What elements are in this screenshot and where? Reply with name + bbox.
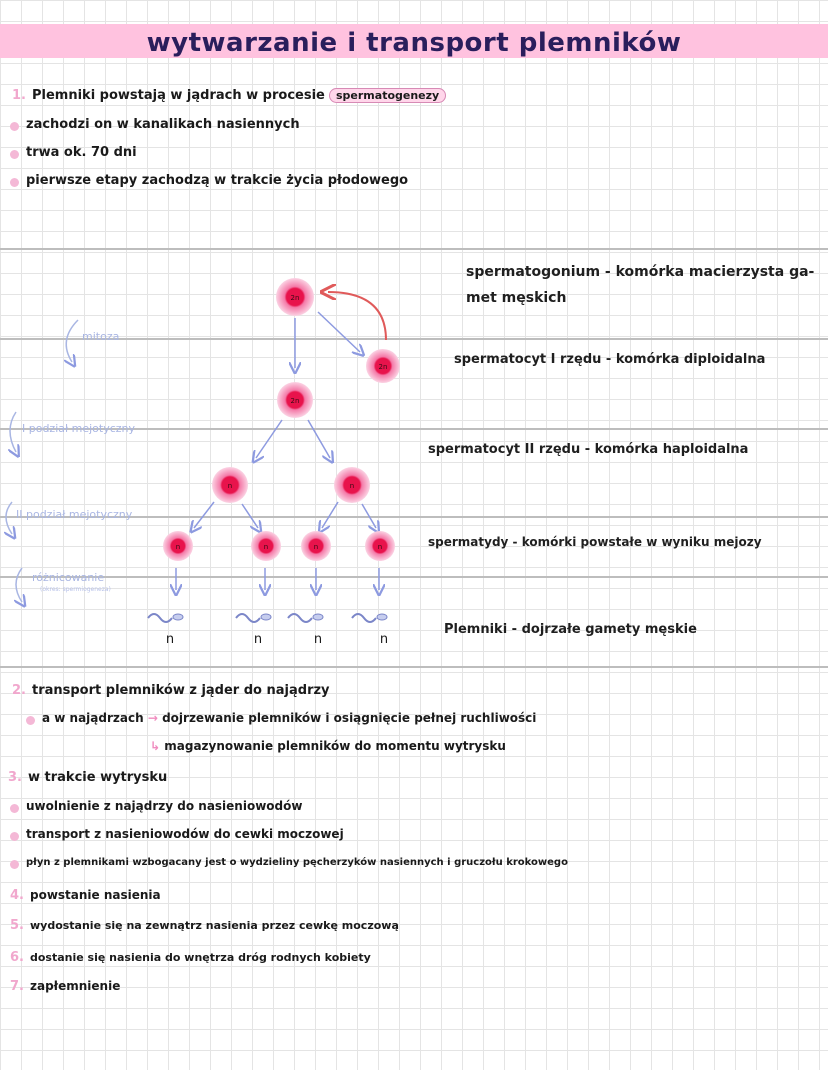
stage-mitosis-label: mitoza [82, 330, 120, 343]
section1-number: 1. [12, 88, 26, 103]
section2-number: 2. [12, 683, 26, 698]
section3-text: w trakcie wytrysku [27, 770, 168, 785]
section3-bullet-3: płyn z plemnikami wzbogacany jest o wydzieliny pęcherzyków nasiennych i gruczołu krokowego [26, 857, 568, 868]
arrow-icon [242, 504, 258, 528]
bullet-dot [26, 716, 35, 725]
bullet-dot [10, 860, 19, 869]
sperm-ploidy-label: n [165, 632, 175, 647]
section1-bullet-3: pierwsze etapy zachodzą w trakcie życia płodowego [26, 173, 409, 188]
arrow-icon [362, 504, 376, 528]
section3-bullet-2: transport z nasieniowodów do cewki moczowej [26, 827, 344, 841]
spermatogenesis-highlight: spermatogenezy [329, 88, 446, 103]
section1-bullet-2: trwa ok. 70 dni [26, 145, 137, 160]
cell-ploidy-label: n [175, 543, 181, 551]
stage-differentiation-note: (okres: spermiogeneza) [40, 586, 111, 593]
description-sperm: Plemniki - dojrzałe gamety męskie [444, 622, 697, 637]
meiosis1-bracket-icon [10, 412, 16, 452]
section2-sub-a-line [42, 711, 536, 725]
stage-meiosis1-label: I podział mejotyczny [22, 422, 136, 435]
sperm-icon [288, 614, 323, 622]
self-renewal-arrow-icon [328, 292, 386, 340]
step-number: 5. [10, 918, 24, 933]
arrow-icon [322, 502, 338, 528]
step-number: 6. [10, 950, 24, 965]
sperm-ploidy-label: n [313, 632, 323, 647]
stage-differentiation-label: różnicowanie [32, 571, 105, 584]
description-spermatocyte2: spermatocyt II rzędu - komórka haploidalna [428, 442, 749, 457]
step-text: dostanie się nasienia do wnętrza dróg rodnych kobiety [29, 951, 371, 964]
right-arrow-icon: → [147, 711, 158, 725]
sperm-ploidy-label: n [253, 632, 263, 647]
section2-result1: dojrzewanie plemników i osiągnięcie pełnej ruchliwości [162, 711, 537, 725]
description-spermatogonium-line1: spermatogonium - komórka macierzysta ga- [466, 264, 815, 280]
arrow-icon [318, 312, 360, 352]
cell-ploidy-label: 2n [378, 363, 388, 371]
sperm-ploidy-label: n [379, 632, 389, 647]
mitosis-bracket-icon [66, 320, 78, 362]
cell-ploidy-label: n [349, 482, 355, 490]
step-text: wydostanie się na zewnątrz nasienia przez cewkę moczową [29, 919, 399, 932]
cell-ploidy-label: n [313, 543, 319, 551]
bullet-dot [10, 832, 19, 841]
sperm-icon [352, 614, 387, 622]
stage-meiosis2-label: II podział mejotyczny [16, 508, 133, 521]
description-spermatocyte1: spermatocyt I rzędu - komórka diploidalna [454, 352, 766, 367]
section2-text: transport plemników z jąder do najądrzy [31, 683, 330, 698]
meiosis2-bracket-icon [6, 502, 12, 534]
cell-ploidy-label: 2n [290, 294, 300, 302]
arrow-icon [194, 502, 214, 528]
page-title: wytwarzanie i transport plemników [146, 28, 682, 58]
step-4 [10, 888, 161, 903]
section2-result2: magazynowanie plemników do momentu wytrysku [164, 739, 506, 753]
cell-ploidy-label: n [377, 543, 383, 551]
step-number: 4. [10, 888, 24, 903]
differentiation-bracket-icon [16, 568, 22, 602]
section3-bullet-1: uwolnienie z najądrzy do nasieniowodów [26, 799, 303, 813]
arrow-icon [256, 420, 282, 458]
step-5 [10, 918, 399, 933]
step-number: 7. [10, 979, 24, 994]
section3-line [8, 770, 167, 785]
section1-bullet-1: zachodzi on w kanalikach nasiennych [26, 117, 300, 132]
section3-number: 3. [8, 770, 22, 785]
step-text: zapłemnienie [29, 979, 121, 993]
sperm-icon [148, 614, 183, 622]
section1-lead: Plemniki powstają w jądrach w procesie [31, 88, 325, 103]
description-spermatogonium-line2: met męskich [466, 290, 567, 306]
section2-sub-a: a w najądrzach [42, 711, 144, 725]
description-spermatid: spermatydy - komórki powstałe w wyniku mejozy [428, 535, 762, 549]
cell-ploidy-label: n [263, 543, 269, 551]
return-arrow-icon: ↳ [150, 739, 161, 753]
arrow-icon [308, 420, 330, 458]
step-text: powstanie nasienia [29, 888, 161, 902]
section2-result2-line [150, 739, 506, 753]
sperm-icon [236, 614, 271, 622]
step-6 [10, 950, 371, 965]
step-7 [10, 979, 120, 994]
bullet-dot [10, 804, 19, 813]
section2-line [12, 683, 330, 698]
cell-ploidy-label: 2n [290, 397, 300, 405]
cell-ploidy-label: n [227, 482, 233, 490]
